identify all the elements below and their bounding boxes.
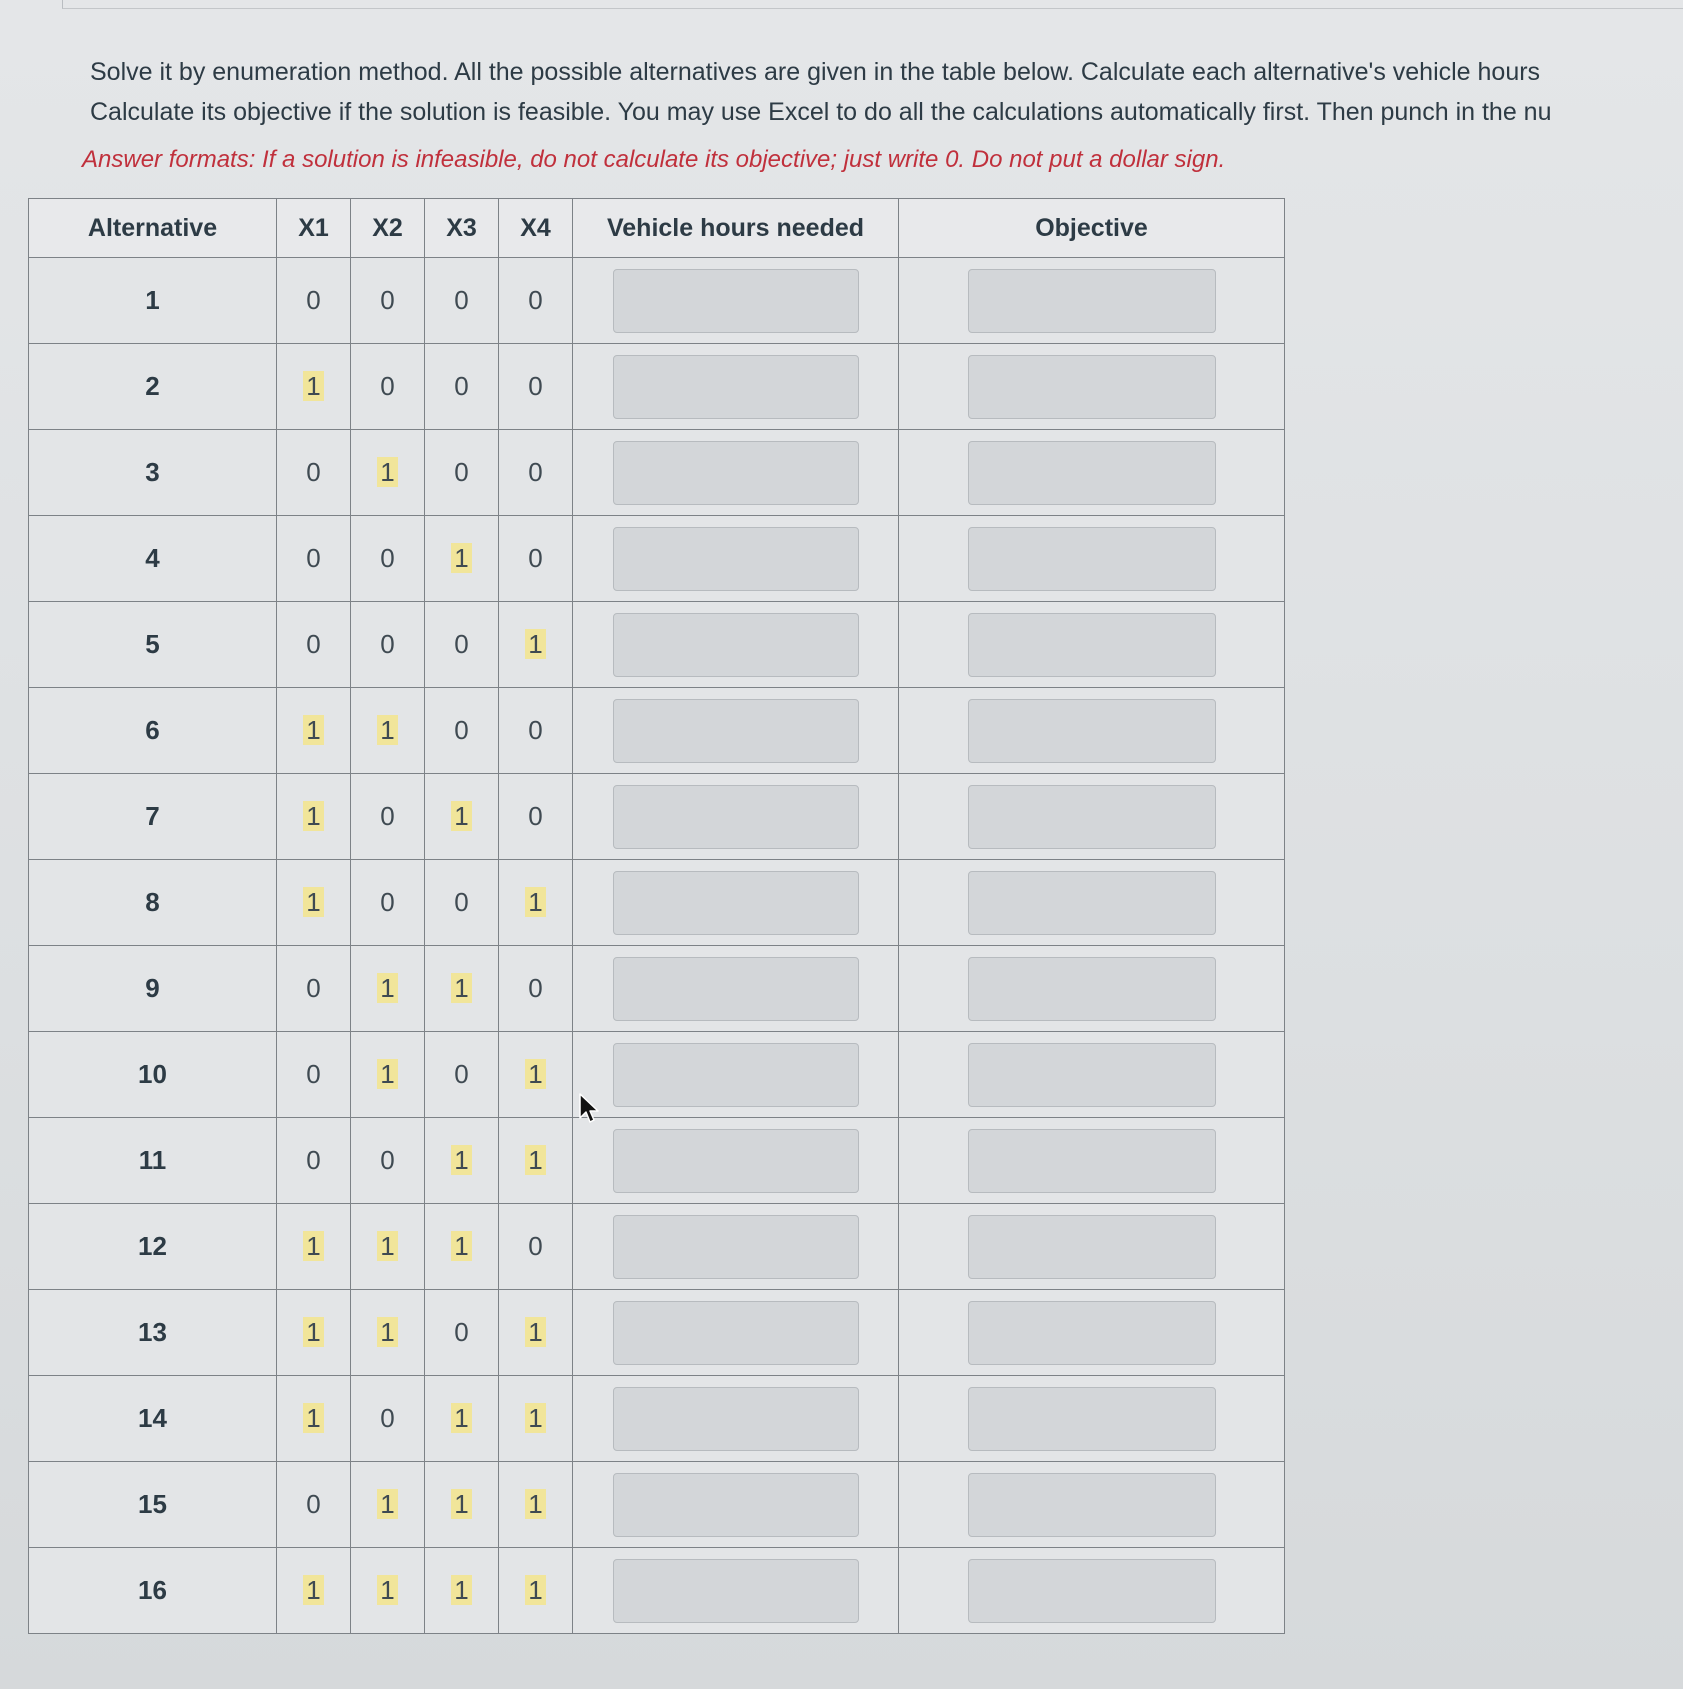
x4-cell bbox=[499, 258, 573, 344]
objective-input[interactable] bbox=[968, 871, 1216, 935]
x1-value: 0 bbox=[306, 629, 321, 659]
x1-value: 0 bbox=[306, 1489, 321, 1519]
x2-value: 1 bbox=[377, 715, 397, 745]
x4-value: 0 bbox=[528, 457, 543, 487]
x3-cell bbox=[425, 1462, 499, 1548]
x4-value: 1 bbox=[525, 1403, 545, 1433]
table-row bbox=[29, 688, 1285, 774]
objective-input[interactable] bbox=[968, 355, 1216, 419]
x2-cell bbox=[351, 258, 425, 344]
vehicle-hours-cell bbox=[573, 516, 899, 602]
header-x3: X3 bbox=[425, 199, 499, 258]
x4-value: 0 bbox=[528, 1231, 543, 1261]
x3-cell bbox=[425, 258, 499, 344]
table-row bbox=[29, 860, 1285, 946]
x1-value: 0 bbox=[306, 973, 321, 1003]
x2-value: 1 bbox=[377, 1231, 397, 1261]
x3-cell bbox=[425, 516, 499, 602]
x3-cell bbox=[425, 688, 499, 774]
x2-cell bbox=[351, 516, 425, 602]
alternatives-table bbox=[28, 198, 1285, 1634]
x2-cell bbox=[351, 430, 425, 516]
vehicle-hours-cell bbox=[573, 1290, 899, 1376]
objective-cell bbox=[899, 1548, 1285, 1634]
x1-cell bbox=[277, 1204, 351, 1290]
x1-value: 1 bbox=[303, 1231, 323, 1261]
alternative-number: 6 bbox=[29, 688, 277, 774]
x3-value: 0 bbox=[454, 371, 469, 401]
vehicle-hours-cell bbox=[573, 1204, 899, 1290]
table-row bbox=[29, 430, 1285, 516]
objective-input[interactable] bbox=[968, 441, 1216, 505]
x1-cell bbox=[277, 688, 351, 774]
objective-input[interactable] bbox=[968, 1215, 1216, 1279]
x2-cell bbox=[351, 688, 425, 774]
x1-value: 1 bbox=[303, 887, 323, 917]
header-alternative: Alternative bbox=[29, 199, 277, 258]
x1-cell bbox=[277, 860, 351, 946]
x4-cell bbox=[499, 602, 573, 688]
x1-cell bbox=[277, 430, 351, 516]
question-container-edge bbox=[62, 0, 1683, 9]
x4-value: 1 bbox=[525, 629, 545, 659]
objective-cell bbox=[899, 1032, 1285, 1118]
vehicle-hours-input[interactable] bbox=[613, 957, 859, 1021]
alternative-number: 13 bbox=[29, 1290, 277, 1376]
x4-value: 1 bbox=[525, 1145, 545, 1175]
x3-value: 1 bbox=[451, 1231, 471, 1261]
x4-cell bbox=[499, 516, 573, 602]
x2-cell bbox=[351, 1548, 425, 1634]
table-row bbox=[29, 1290, 1285, 1376]
x1-cell bbox=[277, 1376, 351, 1462]
alternative-number: 4 bbox=[29, 516, 277, 602]
table-row bbox=[29, 1376, 1285, 1462]
x1-cell bbox=[277, 258, 351, 344]
objective-cell bbox=[899, 258, 1285, 344]
question-text bbox=[90, 52, 1683, 132]
alternative-number: 3 bbox=[29, 430, 277, 516]
x3-cell bbox=[425, 1204, 499, 1290]
x2-cell bbox=[351, 1204, 425, 1290]
vehicle-hours-cell bbox=[573, 602, 899, 688]
table-row bbox=[29, 1204, 1285, 1290]
x4-cell bbox=[499, 774, 573, 860]
alternative-number: 8 bbox=[29, 860, 277, 946]
x3-value: 0 bbox=[454, 457, 469, 487]
x1-value: 0 bbox=[306, 1145, 321, 1175]
x3-value: 0 bbox=[454, 715, 469, 745]
x3-value: 1 bbox=[451, 543, 471, 573]
objective-input[interactable] bbox=[968, 699, 1216, 763]
header-x1: X1 bbox=[277, 199, 351, 258]
x4-cell bbox=[499, 1462, 573, 1548]
table-row bbox=[29, 1118, 1285, 1204]
x1-value: 0 bbox=[306, 1059, 321, 1089]
vehicle-hours-input[interactable] bbox=[613, 1043, 859, 1107]
x1-cell bbox=[277, 344, 351, 430]
alternative-number: 5 bbox=[29, 602, 277, 688]
x3-value: 1 bbox=[451, 973, 471, 1003]
objective-cell bbox=[899, 430, 1285, 516]
x2-value: 0 bbox=[380, 285, 395, 315]
x2-value: 1 bbox=[377, 457, 397, 487]
x2-value: 0 bbox=[380, 1403, 395, 1433]
alternative-number: 7 bbox=[29, 774, 277, 860]
vehicle-hours-cell bbox=[573, 430, 899, 516]
table-row bbox=[29, 946, 1285, 1032]
objective-input[interactable] bbox=[968, 957, 1216, 1021]
x4-value: 0 bbox=[528, 715, 543, 745]
x4-cell bbox=[499, 860, 573, 946]
vehicle-hours-input[interactable] bbox=[613, 1387, 859, 1451]
alternative-number: 15 bbox=[29, 1462, 277, 1548]
x2-cell bbox=[351, 1118, 425, 1204]
vehicle-hours-input[interactable] bbox=[613, 1559, 859, 1623]
x4-cell bbox=[499, 1204, 573, 1290]
objective-cell bbox=[899, 1290, 1285, 1376]
x1-value: 1 bbox=[303, 715, 323, 745]
vehicle-hours-input[interactable] bbox=[613, 613, 859, 677]
x2-value: 0 bbox=[380, 1145, 395, 1175]
x4-value: 1 bbox=[525, 1575, 545, 1605]
x1-cell bbox=[277, 774, 351, 860]
table-row bbox=[29, 1548, 1285, 1634]
x3-cell bbox=[425, 344, 499, 430]
x3-cell bbox=[425, 774, 499, 860]
x1-value: 1 bbox=[303, 1403, 323, 1433]
vehicle-hours-input[interactable] bbox=[613, 269, 859, 333]
x4-value: 1 bbox=[525, 1489, 545, 1519]
vehicle-hours-cell bbox=[573, 258, 899, 344]
x4-value: 1 bbox=[525, 1317, 545, 1347]
table-row bbox=[29, 1032, 1285, 1118]
vehicle-hours-cell bbox=[573, 1462, 899, 1548]
x1-cell bbox=[277, 1462, 351, 1548]
vehicle-hours-input[interactable] bbox=[613, 355, 859, 419]
x1-cell bbox=[277, 516, 351, 602]
objective-input[interactable] bbox=[968, 1559, 1216, 1623]
objective-input[interactable] bbox=[968, 1129, 1216, 1193]
x1-cell bbox=[277, 1118, 351, 1204]
objective-cell bbox=[899, 1204, 1285, 1290]
x4-value: 0 bbox=[528, 801, 543, 831]
objective-input[interactable] bbox=[968, 527, 1216, 591]
x2-cell bbox=[351, 774, 425, 860]
x3-value: 1 bbox=[451, 801, 471, 831]
x3-value: 1 bbox=[451, 1403, 471, 1433]
alternatives-body bbox=[29, 258, 1285, 1634]
vehicle-hours-input[interactable] bbox=[613, 527, 859, 591]
x3-value: 0 bbox=[454, 285, 469, 315]
table-row bbox=[29, 344, 1285, 430]
x2-cell bbox=[351, 1376, 425, 1462]
x4-cell bbox=[499, 946, 573, 1032]
header-x2: X2 bbox=[351, 199, 425, 258]
x1-cell bbox=[277, 1548, 351, 1634]
x2-value: 1 bbox=[377, 973, 397, 1003]
header-objective: Objective bbox=[899, 199, 1285, 258]
x4-cell bbox=[499, 344, 573, 430]
alternative-number: 2 bbox=[29, 344, 277, 430]
objective-cell bbox=[899, 688, 1285, 774]
vehicle-hours-input[interactable] bbox=[613, 699, 859, 763]
x4-value: 0 bbox=[528, 543, 543, 573]
objective-cell bbox=[899, 344, 1285, 430]
alternative-number: 10 bbox=[29, 1032, 277, 1118]
x2-value: 0 bbox=[380, 629, 395, 659]
x3-cell bbox=[425, 1290, 499, 1376]
x2-cell bbox=[351, 1462, 425, 1548]
x1-value: 0 bbox=[306, 285, 321, 315]
x1-value: 1 bbox=[303, 1575, 323, 1605]
objective-input[interactable] bbox=[968, 785, 1216, 849]
x2-value: 1 bbox=[377, 1489, 397, 1519]
x3-cell bbox=[425, 602, 499, 688]
x3-cell bbox=[425, 946, 499, 1032]
x4-value: 0 bbox=[528, 973, 543, 1003]
objective-input[interactable] bbox=[968, 1473, 1216, 1537]
x2-cell bbox=[351, 946, 425, 1032]
vehicle-hours-input[interactable] bbox=[613, 1215, 859, 1279]
objective-cell bbox=[899, 946, 1285, 1032]
x2-value: 0 bbox=[380, 887, 395, 917]
x1-cell bbox=[277, 1032, 351, 1118]
x1-value: 1 bbox=[303, 1317, 323, 1347]
x4-cell bbox=[499, 1118, 573, 1204]
objective-input[interactable] bbox=[968, 1043, 1216, 1107]
x3-value: 0 bbox=[454, 1317, 469, 1347]
x1-value: 1 bbox=[303, 371, 323, 401]
x2-cell bbox=[351, 860, 425, 946]
vehicle-hours-cell bbox=[573, 1376, 899, 1462]
vehicle-hours-cell bbox=[573, 1032, 899, 1118]
x2-cell bbox=[351, 1032, 425, 1118]
x3-cell bbox=[425, 1376, 499, 1462]
x3-cell bbox=[425, 430, 499, 516]
x1-value: 1 bbox=[303, 801, 323, 831]
vehicle-hours-cell bbox=[573, 344, 899, 430]
vehicle-hours-input[interactable] bbox=[613, 785, 859, 849]
x3-value: 0 bbox=[454, 887, 469, 917]
x3-value: 1 bbox=[451, 1489, 471, 1519]
header-vehicle-hours: Vehicle hours needed bbox=[573, 199, 899, 258]
table-row bbox=[29, 1462, 1285, 1548]
question-line-1: Solve it by enumeration method. All the possible alternatives are given in the table below. Calculate each alternative's vehicle hours bbox=[90, 58, 1541, 86]
objective-input[interactable] bbox=[968, 269, 1216, 333]
mouse-pointer-icon bbox=[578, 1093, 600, 1125]
question-line-2: Calculate its objective if the solution is feasible. You may use Excel to do all the calculations automatically first. Then punch in the nu bbox=[90, 98, 1552, 126]
vehicle-hours-cell bbox=[573, 688, 899, 774]
table-row bbox=[29, 602, 1285, 688]
objective-cell bbox=[899, 1462, 1285, 1548]
answer-format-note: Answer formats: If a solution is infeasible, do not calculate its objective; just write 0. Do not put a dollar sign. bbox=[82, 146, 1226, 173]
x1-value: 0 bbox=[306, 457, 321, 487]
alternative-number: 12 bbox=[29, 1204, 277, 1290]
vehicle-hours-input[interactable] bbox=[613, 441, 859, 505]
vehicle-hours-input[interactable] bbox=[613, 1301, 859, 1365]
vehicle-hours-input[interactable] bbox=[613, 871, 859, 935]
x4-value: 0 bbox=[528, 371, 543, 401]
x1-cell bbox=[277, 946, 351, 1032]
vehicle-hours-cell bbox=[573, 1548, 899, 1634]
x2-value: 0 bbox=[380, 543, 395, 573]
alternative-number: 11 bbox=[29, 1118, 277, 1204]
vehicle-hours-cell bbox=[573, 774, 899, 860]
x2-value: 1 bbox=[377, 1317, 397, 1347]
alternative-number: 14 bbox=[29, 1376, 277, 1462]
objective-cell bbox=[899, 860, 1285, 946]
vehicle-hours-input[interactable] bbox=[613, 1129, 859, 1193]
vehicle-hours-cell bbox=[573, 946, 899, 1032]
x4-value: 1 bbox=[525, 1059, 545, 1089]
x3-value: 1 bbox=[451, 1575, 471, 1605]
x3-cell bbox=[425, 1118, 499, 1204]
x4-cell bbox=[499, 688, 573, 774]
x1-cell bbox=[277, 602, 351, 688]
table-row bbox=[29, 258, 1285, 344]
table-row bbox=[29, 774, 1285, 860]
x4-cell bbox=[499, 1032, 573, 1118]
x3-value: 0 bbox=[454, 1059, 469, 1089]
table-header-row bbox=[29, 199, 1285, 258]
objective-cell bbox=[899, 602, 1285, 688]
x1-value: 0 bbox=[306, 543, 321, 573]
x2-value: 0 bbox=[380, 371, 395, 401]
objective-input[interactable] bbox=[968, 613, 1216, 677]
x2-value: 1 bbox=[377, 1059, 397, 1089]
x3-cell bbox=[425, 1032, 499, 1118]
x2-cell bbox=[351, 344, 425, 430]
x2-cell bbox=[351, 1290, 425, 1376]
objective-cell bbox=[899, 1118, 1285, 1204]
vehicle-hours-input[interactable] bbox=[613, 1473, 859, 1537]
x2-value: 0 bbox=[380, 801, 395, 831]
objective-cell bbox=[899, 1376, 1285, 1462]
x1-cell bbox=[277, 1290, 351, 1376]
x4-value: 0 bbox=[528, 285, 543, 315]
alternative-number: 9 bbox=[29, 946, 277, 1032]
vehicle-hours-cell bbox=[573, 1118, 899, 1204]
objective-cell bbox=[899, 774, 1285, 860]
x4-cell bbox=[499, 1548, 573, 1634]
table-row bbox=[29, 516, 1285, 602]
x2-value: 1 bbox=[377, 1575, 397, 1605]
x2-cell bbox=[351, 602, 425, 688]
x4-cell bbox=[499, 1290, 573, 1376]
header-x4: X4 bbox=[499, 199, 573, 258]
x4-cell bbox=[499, 1376, 573, 1462]
vehicle-hours-cell bbox=[573, 860, 899, 946]
x3-cell bbox=[425, 1548, 499, 1634]
x4-value: 1 bbox=[525, 887, 545, 917]
x3-cell bbox=[425, 860, 499, 946]
alternative-number: 16 bbox=[29, 1548, 277, 1634]
x3-value: 1 bbox=[451, 1145, 471, 1175]
x3-value: 0 bbox=[454, 629, 469, 659]
alternative-number: 1 bbox=[29, 258, 277, 344]
objective-input[interactable] bbox=[968, 1387, 1216, 1451]
objective-input[interactable] bbox=[968, 1301, 1216, 1365]
x4-cell bbox=[499, 430, 573, 516]
objective-cell bbox=[899, 516, 1285, 602]
